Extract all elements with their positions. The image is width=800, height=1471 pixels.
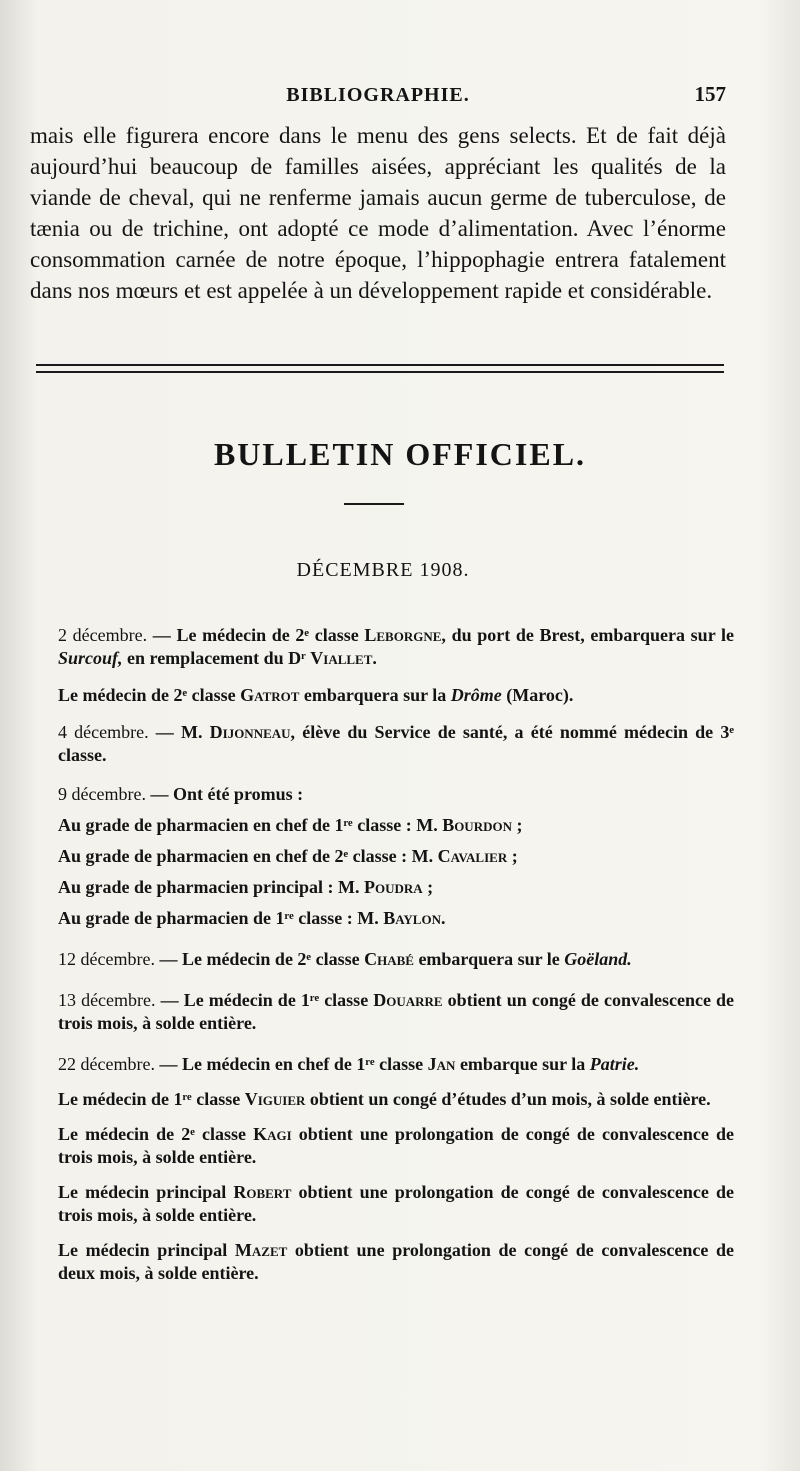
entry-date: 13 décembre.: [58, 990, 156, 1010]
person-name: Cavalier: [437, 846, 508, 866]
entry-text: ;: [507, 846, 518, 866]
entry-text: , du port de Brest, embarquera sur le: [441, 625, 735, 645]
entry-text: .: [372, 648, 377, 668]
entry-text: obtient une prolongation de congé de convalescence de trois mois, à solde entière.: [58, 1124, 734, 1167]
bulletin-entry: [58, 1181, 734, 1227]
person-name: Leborgne: [364, 625, 442, 645]
entry-text: Le médecin de 2ᵉ classe: [58, 685, 241, 705]
entry-text: Au grade de pharmacien principal : M.: [58, 877, 364, 897]
entry-dash: —: [154, 949, 182, 969]
entry-text: M.: [180, 722, 210, 742]
entry-text: obtient une prolongation de congé de convalescence de trois mois, à solde entière.: [58, 1182, 734, 1225]
bulletin-entry: [58, 684, 734, 707]
person-name: Baylon: [383, 908, 441, 928]
bulletin-entry: [58, 1088, 734, 1111]
person-name: Kagi: [253, 1124, 292, 1144]
entry-dash: —: [155, 990, 184, 1010]
entry-text: Le médecin de 2ᵉ classe: [58, 1124, 254, 1144]
entry-text: Le médecin principal: [58, 1240, 235, 1260]
person-name: Chabé: [364, 949, 414, 969]
person-name: Bourdon: [442, 815, 512, 835]
entry-dash: —: [154, 1054, 182, 1074]
person-name: Gatrot: [240, 685, 300, 705]
entry-dash: —: [145, 784, 173, 804]
bulletin-entry: [58, 624, 734, 670]
person-name: Viguier: [244, 1089, 306, 1109]
title-underline: [344, 503, 404, 505]
entry-date: 9 décembre.: [58, 784, 146, 804]
entry-dash: —: [147, 625, 177, 645]
entry-text: obtient un congé de convalescence de trois mois, à solde entière.: [58, 990, 735, 1033]
ship-name: Goëland.: [564, 949, 632, 969]
person-name: Douarre: [373, 990, 443, 1010]
bulletin-entry: [58, 783, 734, 806]
entry-text: (Maroc).: [501, 685, 574, 705]
ship-name: Patrie.: [589, 1054, 640, 1074]
entry-text: ;: [511, 815, 523, 835]
bulletin-title: BULLETIN OFFICIEL.: [213, 436, 587, 472]
bulletin-entry: [58, 876, 734, 899]
entry-date: 22 décembre.: [58, 1054, 155, 1074]
ship-name: Drôme: [450, 685, 502, 705]
running-head-title: BIBLIOGRAPHIE.: [286, 84, 470, 106]
person-name: Robert: [233, 1182, 292, 1202]
entry-text: embarquera sur la: [299, 685, 451, 705]
entry-text: .: [440, 908, 446, 928]
entry-text: Le médecin en chef de 1ʳᵉ classe: [181, 1054, 428, 1074]
entry-text: Le médecin de 2ᵉ classe: [176, 625, 365, 645]
intro-paragraph: mais elle figurera encore dans le menu des gens selects. Et de fait déjà aujourd’hui beaucoup de familles aisées, appréciant les qualités de la viande de cheval, qui ne renferme jamais aucun germe de tuberculose, de tænia ou de trichine, ont adopté ce mode d’alimentation. Avec l’énorme consommation carnée de notre époque, l’hippophagie entrera fatalement dans nos mœurs et est appelée à un développement rapide et considérable.: [30, 123, 726, 303]
entry-text: obtient une prolongation de congé de convalescence de deux mois, à solde entière.: [58, 1240, 734, 1283]
bulletin-entry: [58, 1123, 734, 1169]
bulletin-entry: [58, 845, 734, 868]
bulletin-entry: [58, 721, 734, 767]
entry-text: embarquera sur le: [413, 949, 565, 969]
entry-date: 12 décembre.: [58, 949, 155, 969]
bulletin-entry: [58, 1239, 734, 1285]
entry-date: 2 décembre.: [58, 625, 148, 645]
person-name: Viallet: [310, 648, 373, 668]
entry-date: 4 décembre.: [58, 722, 149, 742]
entry-text: Le médecin principal: [58, 1182, 234, 1202]
bulletin-entries: [58, 612, 734, 1285]
bulletin-entry: [58, 948, 734, 971]
person-name: Mazet: [234, 1240, 288, 1260]
entry-text: Au grade de pharmacien en chef de 2ᵉ classe : M.: [58, 846, 438, 866]
entry-text: , élève du Service de santé, a été nommé médecin de 3ᵉ classe.: [58, 722, 734, 765]
entry-text: en remplacement du Dʳ: [122, 648, 311, 668]
person-name: Jan: [427, 1054, 456, 1074]
bulletin-entry: [58, 989, 734, 1035]
bulletin-entry: [58, 907, 734, 930]
bulletin-entry: [58, 1053, 734, 1076]
entry-text: Au grade de pharmacien en chef de 1ʳᵉ classe : M.: [58, 815, 443, 835]
entry-text: ;: [422, 877, 434, 897]
person-name: Poudra: [364, 877, 423, 897]
running-head: [30, 82, 726, 112]
ship-name: Surcouf,: [58, 648, 123, 668]
entry-text: Le médecin de 1ʳᵉ classe: [183, 990, 374, 1010]
entry-text: Au grade de pharmacien de 1ʳᵉ classe : M.: [58, 908, 384, 928]
entry-text: Ont été promus :: [172, 784, 304, 804]
section-divider: [36, 364, 724, 373]
entry-text: embarque sur la: [455, 1054, 590, 1074]
entry-dash: —: [148, 722, 181, 742]
entry-text: Le médecin de 1ʳᵉ classe: [58, 1089, 245, 1109]
bulletin-entry: [58, 814, 734, 837]
page-number: 157: [694, 82, 726, 106]
entry-text: obtient un congé d’études d’un mois, à solde entière.: [305, 1089, 711, 1109]
entry-text: Le médecin de 2ᵉ classe: [181, 949, 365, 969]
person-name: Dijonneau: [209, 722, 291, 742]
month-heading: DÉCEMBRE 1908.: [296, 559, 470, 581]
